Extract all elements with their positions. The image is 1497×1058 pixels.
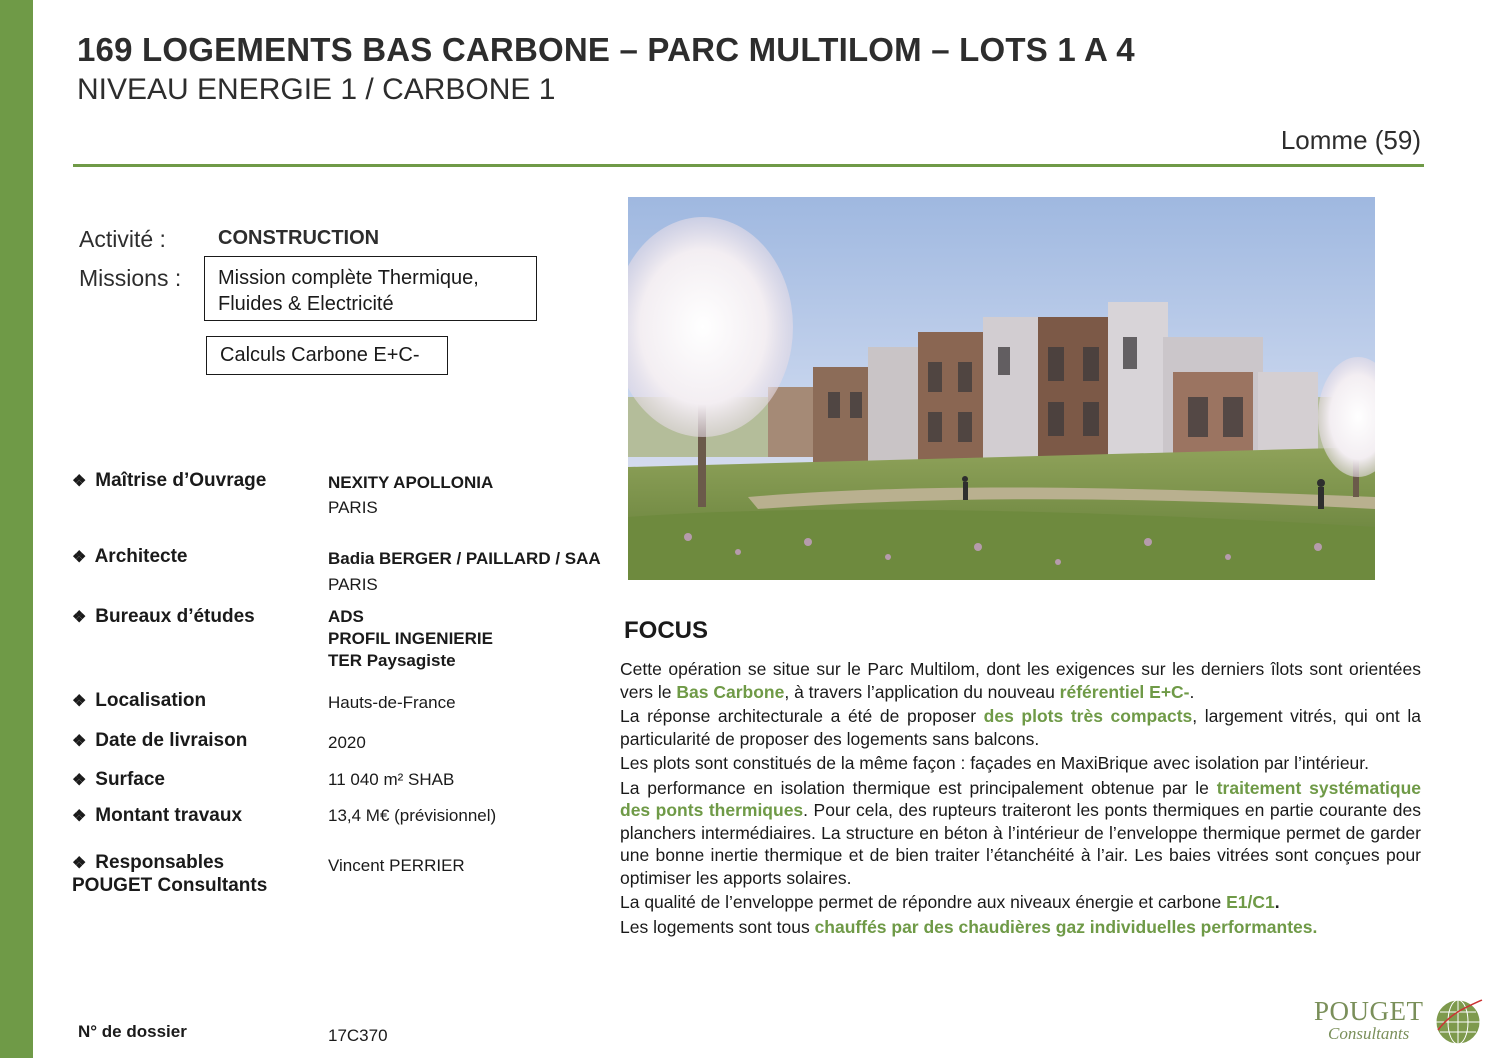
- info-value-localisation: Hauts-de-France: [328, 693, 456, 712]
- page-title: 169 LOGEMENTS BAS CARBONE – PARC MULTILOM – LOTS 1 A 4: [77, 31, 1135, 68]
- activity-value: CONSTRUCTION: [218, 227, 380, 249]
- mission-box-thermal: [204, 256, 537, 321]
- header-divider: [73, 164, 1424, 167]
- info-label-surface: ❖ Surface: [72, 769, 165, 790]
- focus-paragraph: La qualité de l’enveloppe permet de répondre aux niveaux énergie et carbone E1/C1.: [620, 892, 1280, 912]
- focus-paragraph: La réponse architecturale a été de proposer des plots très compacts, largement vitrés, qui ont la particularité de proposer des logements sans balcons.: [620, 706, 1421, 749]
- diamond-bullet-icon: ❖: [72, 549, 87, 566]
- info-label-responsables: ❖ Responsables POUGET Consultants: [72, 852, 268, 896]
- info-label-maitrise: ❖ Maîtrise d’Ouvrage: [72, 470, 267, 491]
- info-label-architecte: ❖ Architecte: [72, 546, 188, 567]
- diamond-bullet-icon: ❖: [72, 808, 87, 825]
- mission-box-carbon: Calculs Carbone E+C-: [206, 336, 448, 375]
- diamond-bullet-icon: ❖: [72, 772, 87, 789]
- info-value-responsables: Vincent PERRIER: [328, 856, 465, 875]
- mission-box-line1: Mission complète Thermique,: [218, 267, 479, 289]
- diamond-bullet-icon: ❖: [72, 733, 87, 750]
- project-rendering-image: [628, 197, 1375, 580]
- pouget-logo: [1310, 992, 1490, 1048]
- activity-label: Activité :: [79, 226, 166, 252]
- globe-icon: [1430, 994, 1486, 1048]
- location-label: Lomme (59): [1280, 125, 1421, 155]
- focus-paragraph: La performance en isolation thermique est principalement obtenue par le traitement systématique des ponts thermiques. Pour cela, des rupteurs traiteront les ponts thermiques en partie courante des planchers intermédiaires. La structure en béton à l’intérieur de l’enveloppe thermique permet de garder une bonne inertie thermique et de bien traiter l’étanchéité à l’air. Les baies vitrées sont conçues pour optimiser les apports solaires.: [620, 777, 1421, 888]
- focus-body: [620, 658, 1421, 940]
- dossier-number: 17C370: [328, 1026, 388, 1045]
- dossier-label: N° de dossier: [78, 1022, 187, 1041]
- focus-paragraph: Les plots sont constitués de la même façon : façades en MaxiBrique avec isolation par l’intérieur.: [620, 753, 1370, 773]
- info-label-montant: ❖ Montant travaux: [72, 805, 243, 826]
- diamond-bullet-icon: ❖: [72, 473, 87, 490]
- info-label-bureaux: ❖ Bureaux d’études: [72, 606, 255, 627]
- page-subtitle: NIVEAU ENERGIE 1 / CARBONE 1: [77, 73, 556, 106]
- focus-paragraph: Cette opération se situe sur le Parc Multilom, dont les exigences sur les derniers îlots sont orientées vers le Bas Carbone, à travers l’application du nouveau référentiel E+C-.: [620, 659, 1421, 702]
- info-value-architecte: Badia BERGER / PAILLARD / SAA PARIS: [328, 549, 601, 594]
- diamond-bullet-icon: ❖: [72, 855, 87, 872]
- info-value-bureaux: ADS PROFIL INGENIERIE TER Paysagiste: [328, 607, 493, 670]
- logo-subtitle: Consultants: [1328, 1024, 1410, 1043]
- info-value-montant: 13,4 M€ (prévisionnel): [328, 806, 497, 825]
- info-label-date: ❖ Date de livraison: [72, 730, 248, 751]
- focus-heading: FOCUS: [624, 617, 708, 644]
- focus-paragraph: Les logements sont tous chauffés par des chaudières gaz individuelles performantes.: [620, 916, 1318, 937]
- info-value-surface: 11 040 m² SHAB: [328, 770, 455, 789]
- logo-name: POUGET: [1314, 996, 1424, 1026]
- diamond-bullet-icon: ❖: [72, 609, 87, 626]
- info-value-maitrise: NEXITY APOLLONIA PARIS: [328, 473, 494, 517]
- info-value-date: 2020: [328, 733, 366, 752]
- missions-label: Missions :: [79, 265, 182, 291]
- info-label-localisation: ❖ Localisation: [72, 690, 207, 711]
- diamond-bullet-icon: ❖: [72, 693, 87, 710]
- mission-box-line2: Fluides & Electricité: [218, 293, 394, 315]
- side-accent-bar: [0, 0, 33, 1058]
